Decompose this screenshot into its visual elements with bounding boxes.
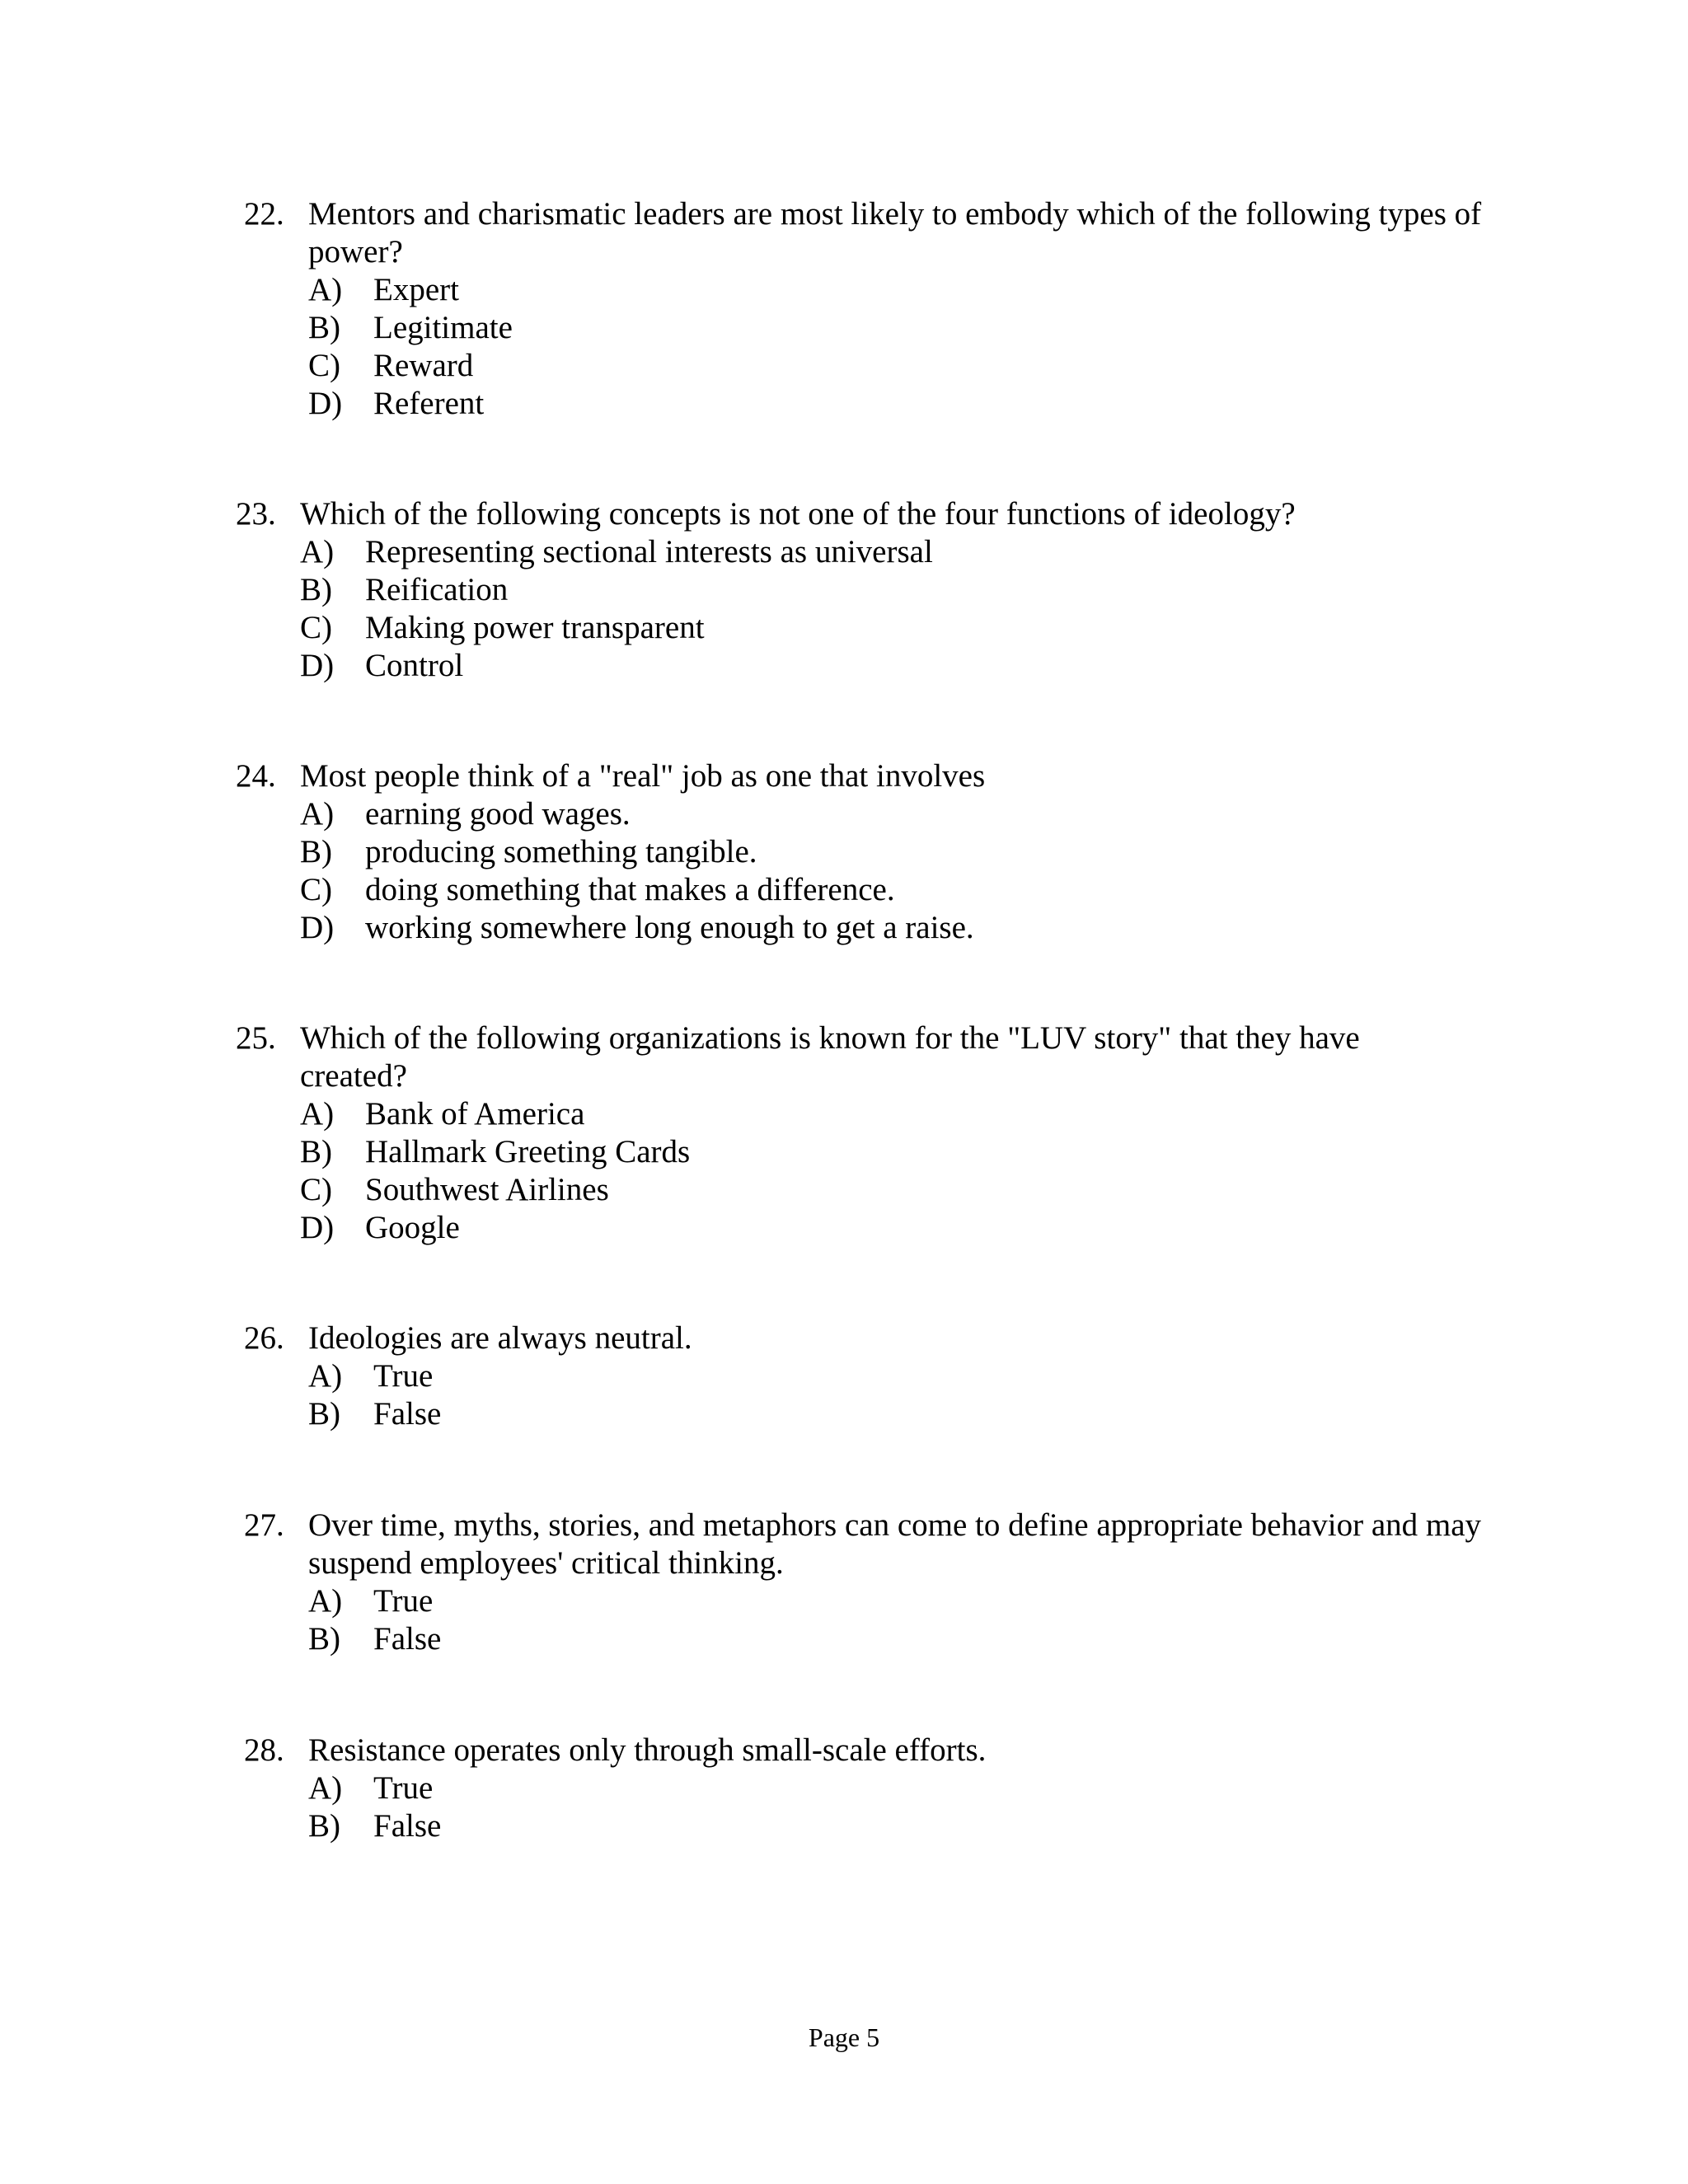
option-letter: C)	[300, 610, 332, 645]
answer-option	[300, 833, 1536, 871]
option-text: Bank of America	[365, 1096, 585, 1132]
option-letter: B)	[300, 572, 332, 607]
answer-option	[308, 1769, 1545, 1807]
option-text: False	[373, 1396, 442, 1432]
option-letter: D)	[300, 1210, 335, 1245]
answer-options	[300, 533, 1536, 685]
option-letter: C)	[308, 348, 340, 383]
question-number: 24.	[236, 758, 276, 794]
option-letter: A)	[308, 272, 343, 307]
question-text: Which of the following organizations is known for the "LUV story" that they have created?	[300, 1020, 1360, 1094]
answer-option	[308, 1357, 1545, 1395]
question-number: 22.	[244, 196, 284, 232]
question-number: 25.	[236, 1020, 276, 1056]
answer-options	[308, 1357, 1545, 1433]
option-letter: A)	[300, 1096, 335, 1132]
option-letter: B)	[300, 1134, 332, 1169]
answer-option	[308, 271, 1545, 309]
option-text: Hallmark Greeting Cards	[365, 1134, 691, 1169]
answer-option	[308, 1582, 1545, 1620]
question-22	[244, 195, 1545, 423]
question-text: Most people think of a "real" job as one that involves	[300, 758, 986, 794]
answer-options	[308, 1769, 1545, 1845]
option-text: Making power transparent	[365, 610, 705, 645]
answer-option	[308, 1620, 1545, 1658]
option-text: Expert	[373, 272, 459, 307]
option-text: Control	[365, 648, 464, 683]
question-text: Mentors and charismatic leaders are most likely to embody which of the following types of power?	[308, 196, 1482, 269]
option-letter: A)	[308, 1358, 343, 1394]
option-letter: B)	[300, 834, 332, 869]
page-number: Page 5	[808, 2022, 880, 2052]
answer-option	[308, 309, 1545, 347]
answer-option	[308, 385, 1545, 423]
option-letter: B)	[308, 1621, 340, 1657]
option-text: producing something tangible.	[365, 834, 757, 869]
question-number: 28.	[244, 1732, 284, 1768]
option-text: Legitimate	[373, 310, 513, 345]
option-letter: C)	[300, 1172, 332, 1207]
option-text: Reification	[365, 572, 509, 607]
answer-option	[308, 1395, 1545, 1433]
question-text: Which of the following concepts is not one of the four functions of ideology?	[300, 496, 1296, 532]
question-25	[236, 1019, 1446, 1247]
question-23	[236, 495, 1536, 685]
option-letter: A)	[308, 1770, 343, 1806]
question-27	[244, 1507, 1545, 1658]
option-text: Southwest Airlines	[365, 1172, 609, 1207]
question-number: 26.	[244, 1320, 284, 1356]
option-text: Representing sectional interests as universal	[365, 534, 933, 569]
answer-option	[300, 533, 1536, 571]
question-text: Over time, myths, stories, and metaphors can come to define appropriate behavior and may suspend employees' critical thinking.	[308, 1507, 1482, 1581]
question-number: 27.	[244, 1507, 284, 1543]
option-text: True	[373, 1770, 434, 1806]
option-text: earning good wages.	[365, 796, 631, 832]
answer-option	[300, 609, 1536, 647]
answer-option	[300, 795, 1536, 833]
answer-option	[300, 1095, 1446, 1133]
option-text: True	[373, 1583, 434, 1619]
question-28	[244, 1732, 1545, 1845]
question-26	[244, 1319, 1545, 1433]
option-letter: A)	[300, 534, 335, 569]
option-letter: B)	[308, 310, 340, 345]
option-letter: A)	[308, 1583, 343, 1619]
answer-option	[300, 1209, 1446, 1247]
answer-option	[300, 871, 1536, 909]
option-letter: D)	[308, 386, 343, 421]
option-text: True	[373, 1358, 434, 1394]
answer-option	[300, 1133, 1446, 1171]
answer-options	[308, 1582, 1545, 1658]
option-letter: B)	[308, 1808, 340, 1844]
question-number: 23.	[236, 496, 276, 532]
answer-option	[300, 571, 1536, 609]
option-text: doing something that makes a difference.	[365, 872, 895, 907]
answer-option	[308, 347, 1545, 385]
answer-option	[300, 909, 1536, 947]
option-letter: B)	[308, 1396, 340, 1432]
option-letter: A)	[300, 796, 335, 832]
option-text: working somewhere long enough to get a raise.	[365, 910, 974, 945]
option-text: Referent	[373, 386, 485, 421]
option-text: False	[373, 1621, 442, 1657]
answer-options	[308, 271, 1545, 423]
option-letter: D)	[300, 910, 335, 945]
answer-option	[300, 1171, 1446, 1209]
answer-option	[300, 647, 1536, 685]
question-24	[236, 757, 1536, 947]
question-text: Resistance operates only through small-scale efforts.	[308, 1732, 987, 1768]
option-letter: D)	[300, 648, 335, 683]
option-letter: C)	[300, 872, 332, 907]
option-text: False	[373, 1808, 442, 1844]
answer-option	[308, 1807, 1545, 1845]
option-text: Reward	[373, 348, 474, 383]
option-text: Google	[365, 1210, 460, 1245]
answer-options	[300, 1095, 1446, 1247]
question-text: Ideologies are always neutral.	[308, 1320, 692, 1356]
answer-options	[300, 795, 1536, 947]
